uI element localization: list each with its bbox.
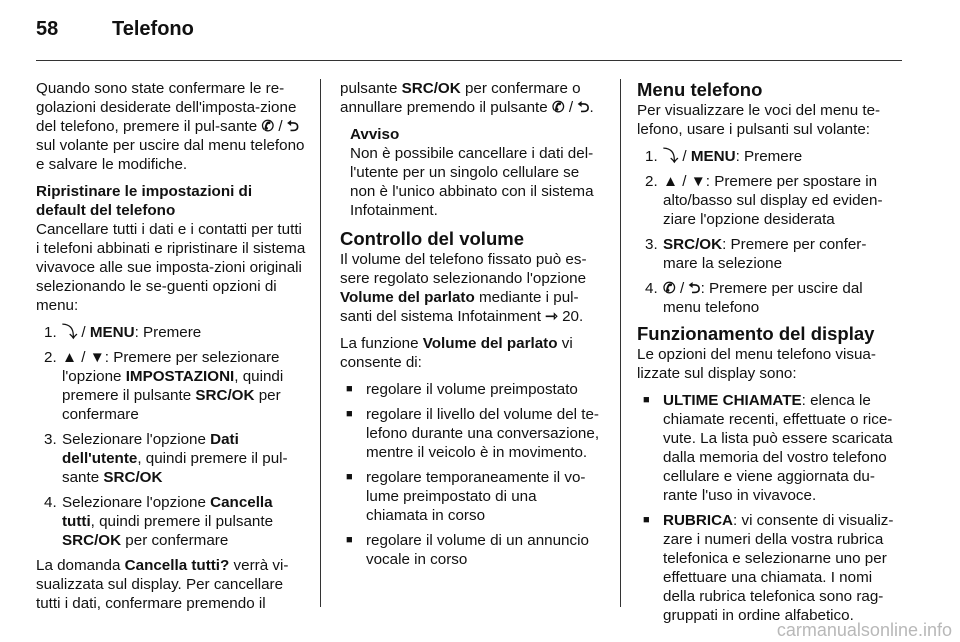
end-call-icon: ✆ [261, 118, 275, 135]
bullet-icon: ■ [346, 471, 353, 483]
list-item: 3. SRC/OK: Premere per confer-mare la selezione [645, 236, 867, 272]
closing-paragraph: La domanda Cancella tutti? verrà vi-sualizzata sul display. Per cancellare tutti i dati, confermare premendo il [36, 557, 289, 612]
note-heading: Avviso [350, 126, 400, 143]
up-arrow-icon: ▲ [663, 173, 679, 190]
bullet-icon: ■ [346, 383, 353, 395]
list-item: ■ regolare il volume preimpostato [346, 381, 578, 398]
watermark: carmanualsonline.info [776, 620, 952, 640]
menu-heading: Menu telefono [637, 79, 763, 100]
page-title: Telefono [112, 18, 194, 40]
display-intro: Le opzioni del menu telefono visua-lizzate sul display sono: [637, 346, 876, 382]
bullet-icon: ■ [643, 394, 650, 406]
list-item: ■ regolare temporaneamente il vo-lume preimpostato di una chiamata in corso [346, 469, 586, 524]
display-heading: Funzionamento del display [637, 323, 875, 344]
list-item: ■ regolare il volume di un annuncio vocale in corso [346, 532, 589, 568]
intro-paragraph: Quando sono state confermare le re-golazioni desiderate dell'imposta-zione del telefono, premere il pul-sante ✆ / ⮌ sul volante per uscire dal menu telefono e salvare le modifiche. [36, 80, 305, 173]
bullet-icon: ■ [346, 408, 353, 420]
column-2 [340, 79, 602, 575]
page-header [0, 0, 960, 62]
page-number: 58 [36, 18, 59, 40]
end-call-icon: ✆ [663, 280, 676, 297]
end-call-icon: ✆ [551, 99, 565, 116]
list-item: 1. ⤵ / MENU: Premere [44, 324, 202, 341]
phone-icon: ⤵ [663, 148, 679, 165]
list-item: 2. ▲ / ▼: Premere per selezionare l'opzione IMPOSTAZIONI, quindi premere il pulsante SRC/OK per confermare [44, 349, 284, 423]
back-icon: ⮌ [688, 280, 701, 297]
volume-bullets [340, 380, 602, 569]
up-arrow-icon: ▲ [62, 349, 78, 366]
display-bullets [637, 391, 899, 625]
bullet-icon: ■ [346, 534, 353, 546]
section-heading-reset: Ripristinare le impostazioni di default del telefono [36, 183, 253, 219]
column-1 [36, 79, 306, 621]
down-arrow-icon: ▼ [690, 173, 706, 190]
list-item: 1. ⤵ / MENU: Premere [645, 148, 803, 165]
reference-arrow-icon: ⇾ [545, 308, 558, 325]
phone-icon: ⤵ [62, 324, 78, 341]
list-item: 4. Selezionare l'opzione Cancella tutti, quindi premere il pulsante SRC/OK per confermare [44, 494, 274, 549]
column-divider-1 [320, 79, 321, 607]
column-divider-2 [620, 79, 621, 607]
note-text: Non è possibile cancellare i dati del-l'utente per un singolo cellulare se non è l'unico abbinato con il sistema Infotainment. [350, 145, 594, 219]
menu-intro: Per visualizzare le voci del menu te-lefono, usare i pulsanti sul volante: [637, 102, 881, 138]
list-item: 2. ▲ / ▼: Premere per spostare in alto/basso sul display ed eviden-ziare l'opzione desiderata [645, 173, 883, 228]
continuation-paragraph: pulsante SRC/OK per confermare o annullare premendo il pulsante ✆ / ⮌. [340, 80, 594, 116]
reset-steps [36, 323, 306, 550]
list-item: ■ RUBRICA: vi consente di visualiz-zare i numeri della vostra rubrica telefonica e selezionarne uno per effettuare una chiamata. I nomi della rubrica telefonica sono rag-gruppati in ordine alfabetico. [643, 512, 894, 624]
volume-paragraph-2: La funzione Volume del parlato vi consente di: [340, 335, 573, 371]
list-item: 4. ✆ / ⮌: Premere per uscire dal menu telefono [645, 280, 863, 316]
reset-description: Cancellare tutti i dati e i contatti per tutti i telefoni abbinati e ripristinare il sistema vivavoce alle sue imposta-zioni originali selezionando le se-guenti opzioni di menu: [36, 221, 306, 314]
column-3 [637, 79, 899, 631]
back-icon: ⮌ [577, 99, 590, 116]
volume-paragraph-1: Il volume del telefono fissato può es-sere regolato selezionando l'opzione Volume del parlato mediante i pul-santi del sistema Infotainment ⇾ 20. [340, 251, 587, 325]
bullet-icon: ■ [643, 514, 650, 526]
header-divider [36, 60, 902, 61]
list-item: ■ regolare il livello del volume del te-lefono durante una conversazione, mentre il veicolo è in movimento. [346, 406, 600, 461]
menu-steps [637, 147, 899, 317]
volume-heading: Controllo del volume [340, 228, 524, 249]
down-arrow-icon: ▼ [89, 349, 105, 366]
list-item: ■ ULTIME CHIAMATE: elenca le chiamate recenti, effettuate o rice-vute. La lista può essere scaricata dalla memoria del vostro telefono cellulare e viene aggiornata du-rante l'uso in vivavoce. [643, 392, 893, 504]
back-icon: ⮌ [286, 118, 300, 135]
list-item: 3. Selezionare l'opzione Dati dell'utente, quindi premere il pul-sante SRC/OK [44, 431, 288, 486]
page-reference[interactable]: 20. [562, 308, 584, 325]
